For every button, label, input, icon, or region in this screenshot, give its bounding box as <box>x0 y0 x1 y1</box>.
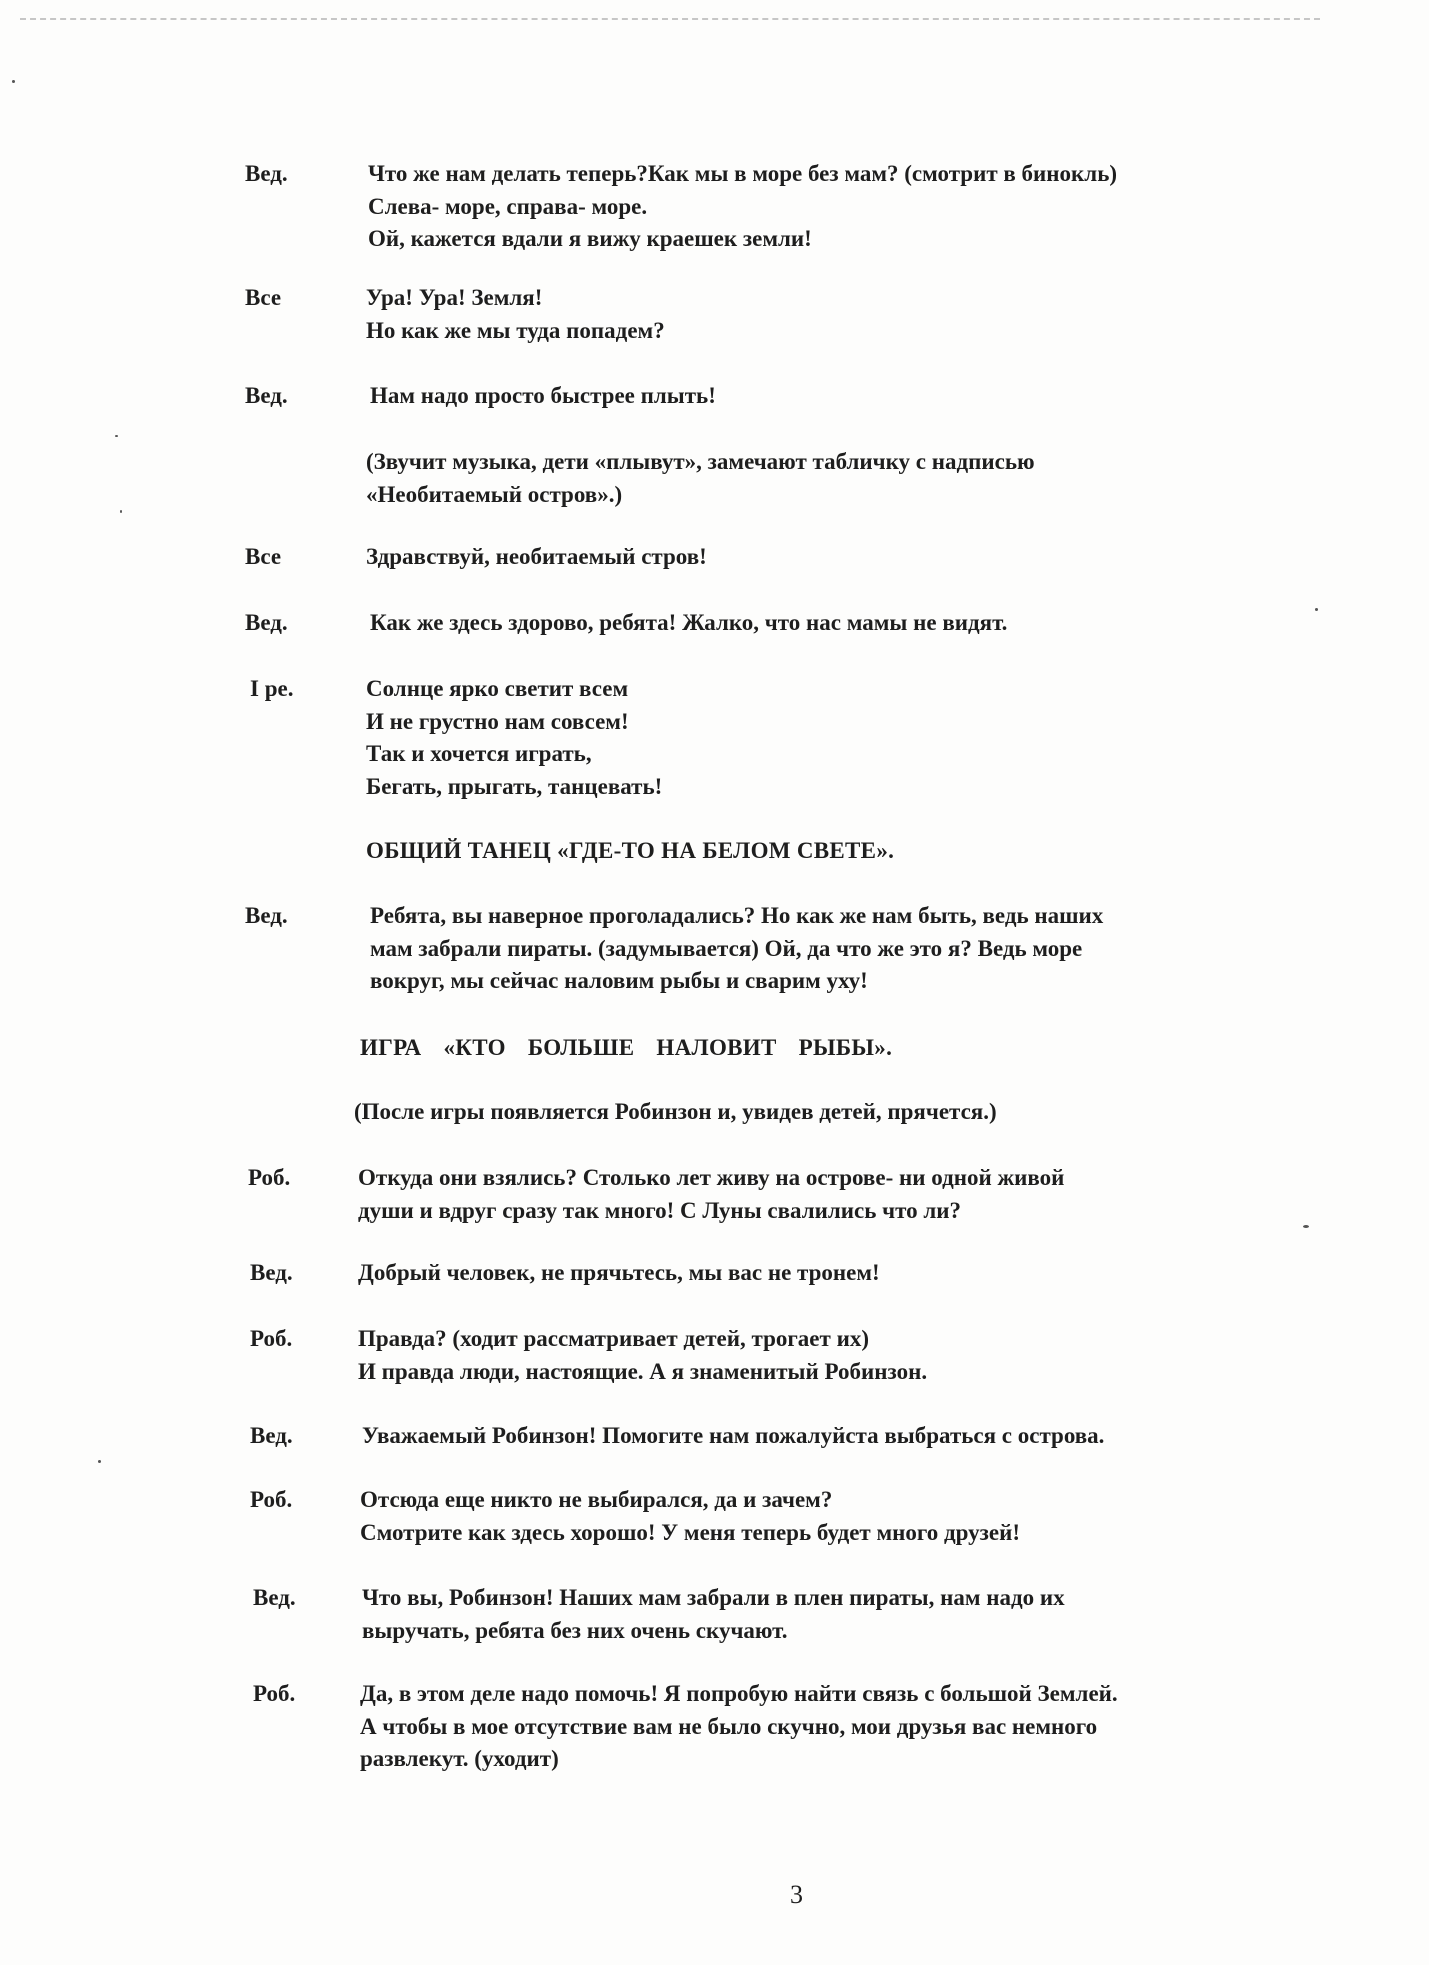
speaker-label: Роб. <box>248 1165 291 1190</box>
dialogue-text <box>362 1582 1065 1647</box>
dialogue-line: Да, в этом деле надо помочь! Я попробую найти связь с большой Землей. <box>360 1681 1118 1706</box>
stage-direction-line: (После игры появляется Робинзон и, увидев детей, прячется.) <box>354 1099 997 1124</box>
dialogue-text <box>366 282 665 347</box>
dialogue-line: Здравствуй, необитаемый стров! <box>366 544 707 569</box>
dialogue-line: мам забрали пираты. (задумывается) Ой, да что же это я? Ведь море <box>370 935 1083 961</box>
speaker-label: Вед. <box>250 1423 293 1448</box>
dialogue-line: Что же нам делать теперь?Как мы в море без мам? (смотрит в бинокль) <box>368 161 1118 186</box>
dialogue-text <box>366 673 662 803</box>
dialogue-line: Отсюда еще никто не выбирался, да и зачем? <box>360 1487 833 1512</box>
stage-direction-line: ИГРА «КТО БОЛЬШЕ НАЛОВИТ РЫБЫ». <box>360 1035 893 1060</box>
dialogue-line: вокруг, мы сейчас наловим рыбы и сварим уху! <box>370 968 868 993</box>
dialogue-line: выручать, ребята без них очень скучают. <box>362 1617 788 1643</box>
speaker-label: Роб. <box>250 1487 293 1512</box>
page-number: 3 <box>790 1880 803 1909</box>
dialogue-line: Солнце ярко светит всем <box>366 676 629 701</box>
dialogue-line: Ребята, вы наверное проголадались? Но как же нам быть, ведь наших <box>370 903 1104 928</box>
dialogue-text <box>360 1678 1118 1776</box>
dialogue-line: И не грустно нам совсем! <box>366 708 629 734</box>
dialogue-text <box>362 1420 1104 1453</box>
dialogue-line: Ура! Ура! Земля! <box>366 285 543 310</box>
stage-direction-text <box>366 835 894 868</box>
dialogue-line: Слева- море, справа- море. <box>368 193 648 219</box>
scan-speck <box>1315 608 1318 611</box>
stage-direction-line: (Звучит музыка, дети «плывут», замечают табличку с надписью <box>366 449 1035 474</box>
speaker-label: Вед. <box>245 903 288 928</box>
dialogue-line: Бегать, прыгать, танцевать! <box>366 773 663 799</box>
dialogue-line: Уважаемый Робинзон! Помогите нам пожалуйста выбраться с острова. <box>362 1423 1105 1448</box>
dialogue-line: Так и хочется играть, <box>366 741 592 766</box>
dialogue-text <box>368 158 1117 256</box>
stage-direction-text <box>366 446 1035 511</box>
scan-speck <box>1303 1225 1309 1228</box>
dialogue-line: Правда? (ходит рассматривает детей, трогает их) <box>358 1326 869 1351</box>
scan-speck <box>12 80 15 83</box>
dialogue-text <box>370 380 716 413</box>
dialogue-text <box>370 900 1103 998</box>
stage-direction-line: ОБЩИЙ ТАНЕЦ «ГДЕ-ТО НА БЕЛОМ СВЕТЕ». <box>366 838 895 863</box>
dialogue-line: А чтобы в мое отсутствие вам не было скучно, мои друзья вас немного <box>360 1713 1098 1739</box>
speaker-label: Роб. <box>250 1326 293 1351</box>
stage-direction-text <box>354 1096 997 1129</box>
dialogue-line: Нам надо просто быстрее плыть! <box>370 383 716 408</box>
dialogue-line: Смотрите как здесь хорошо! У меня теперь будет много друзей! <box>360 1519 1020 1545</box>
dialogue-text <box>358 1162 1064 1227</box>
dialogue-text <box>360 1484 1020 1549</box>
speaker-label: Все <box>245 544 282 569</box>
scan-speck <box>120 510 122 513</box>
speaker-label: I ре. <box>250 676 294 701</box>
speaker-label: Роб. <box>253 1681 296 1706</box>
stage-direction-line: «Необитаемый остров».) <box>366 481 623 507</box>
speaker-label: Вед. <box>250 1260 293 1285</box>
dialogue-line: Откуда они взялись? Столько лет живу на острове- ни одной живой <box>358 1165 1065 1190</box>
scan-speck <box>115 435 118 437</box>
dialogue-text <box>366 541 707 574</box>
speaker-label: Вед. <box>245 161 288 186</box>
speaker-label: Вед. <box>245 610 288 635</box>
dialogue-line: Что вы, Робинзон! Наших мам забрали в плен пираты, нам надо их <box>362 1585 1065 1610</box>
dialogue-line: Но как же мы туда попадем? <box>366 317 665 343</box>
dialogue-line: души и вдруг сразу так много! С Луны свалились что ли? <box>358 1197 962 1223</box>
speaker-label: Вед. <box>245 383 288 408</box>
dialogue-text <box>370 607 1007 640</box>
dialogue-line: Ой, кажется вдали я вижу краешек земли! <box>368 226 812 251</box>
scan-speck <box>98 1460 101 1463</box>
dialogue-text <box>358 1257 880 1290</box>
dialogue-line: И правда люди, настоящие. А я знаменитый Робинзон. <box>358 1358 928 1384</box>
scan-edge-line <box>20 18 1320 20</box>
dialogue-text <box>358 1323 927 1388</box>
stage-direction-text <box>360 1032 892 1065</box>
speaker-label: Все <box>245 285 282 310</box>
dialogue-line: Как же здесь здорово, ребята! Жалко, что нас мамы не видят. <box>370 610 1008 635</box>
dialogue-line: Добрый человек, не прячьтесь, мы вас не тронем! <box>358 1260 880 1285</box>
speaker-label: Вед. <box>253 1585 296 1610</box>
dialogue-line: развлекут. (уходит) <box>360 1746 559 1771</box>
